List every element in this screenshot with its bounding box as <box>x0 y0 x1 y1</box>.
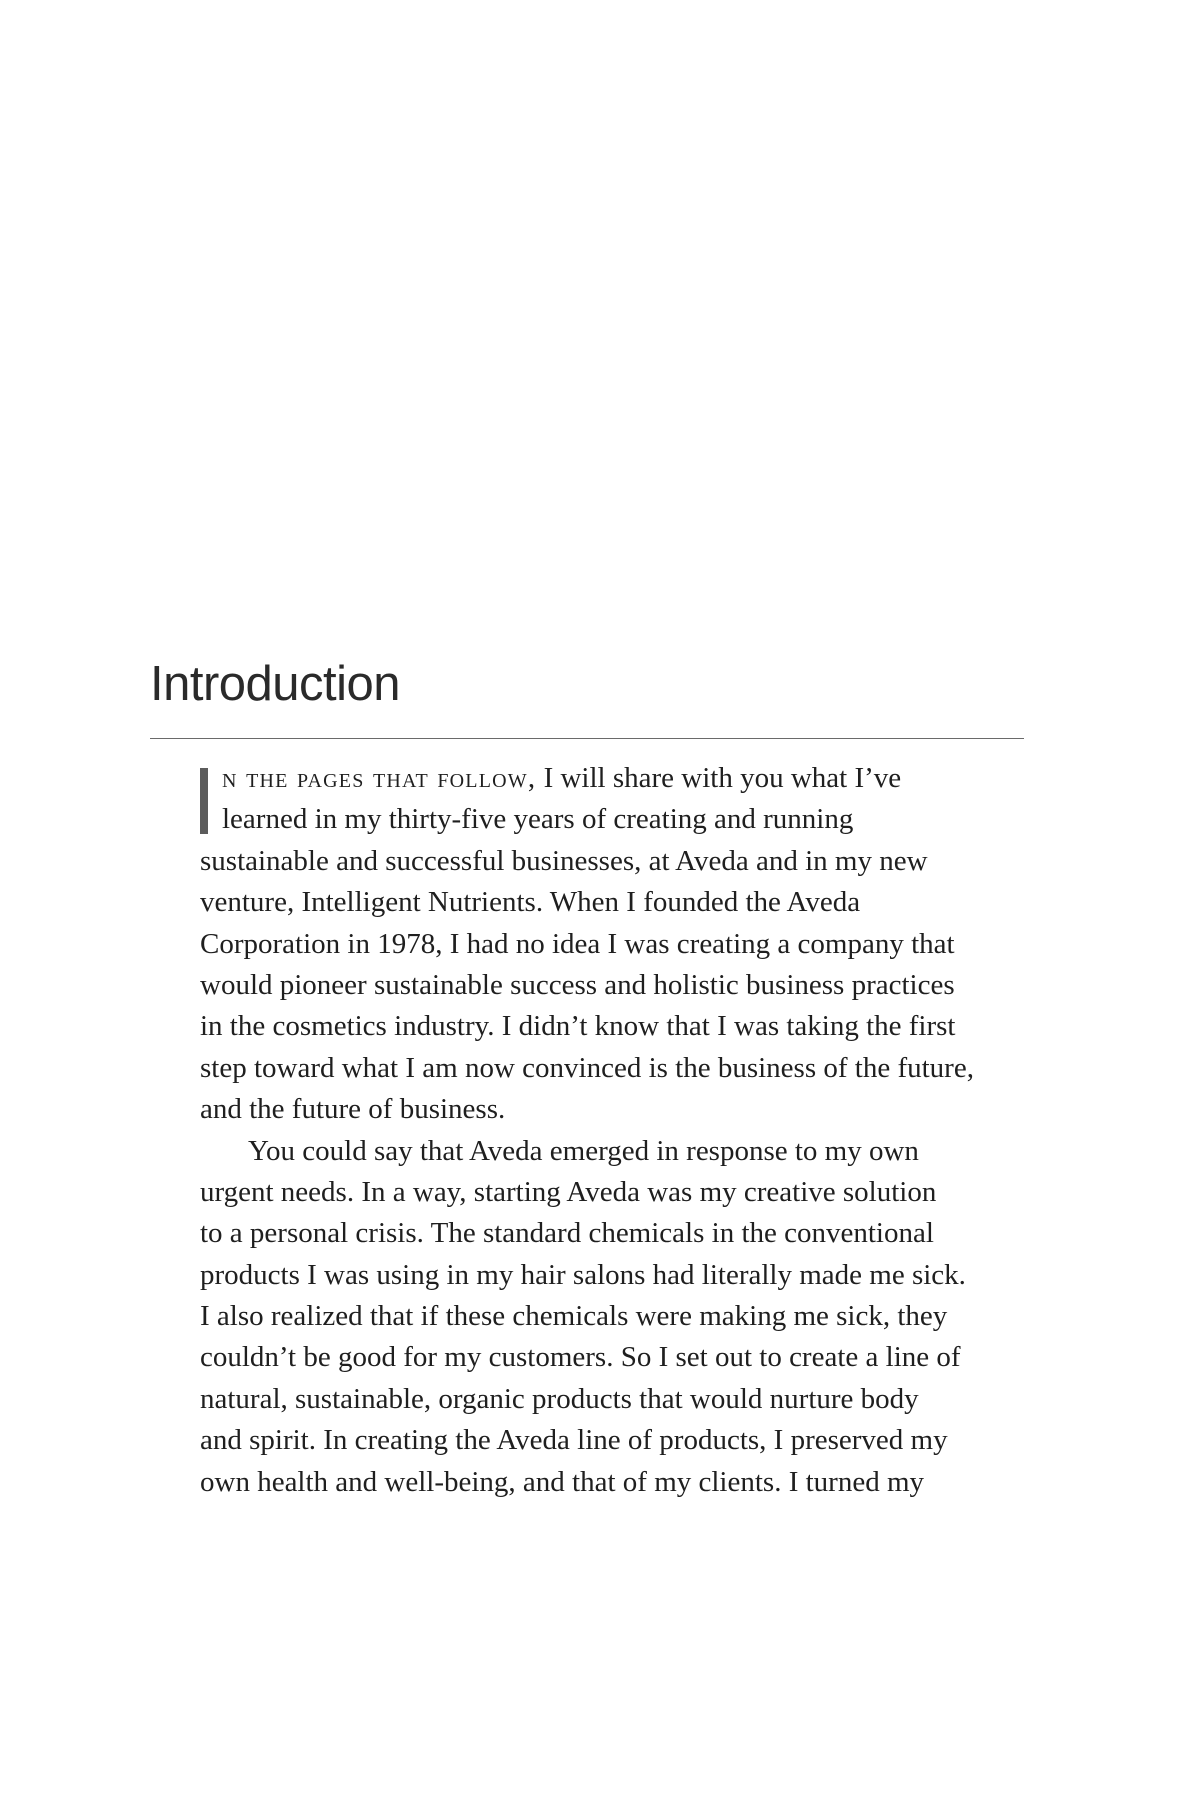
text-line: in the cosmetics industry. I didn’t know that I was taking the first <box>200 1010 956 1043</box>
body-text <box>200 758 1040 1503</box>
paragraph-1 <box>200 758 1040 841</box>
text-line <box>200 758 1040 799</box>
drop-cap-bar <box>200 768 208 834</box>
text-line: step toward what I am now convinced is the business of the future, <box>200 1051 974 1084</box>
text-line: and spirit. In creating the Aveda line of products, I preserved my <box>200 1424 948 1457</box>
text-line: couldn’t be good for my customers. So I set out to create a line of <box>200 1341 961 1374</box>
text-line: I also realized that if these chemicals were making me sick, they <box>200 1300 948 1333</box>
text-line: sustainable and successful businesses, at Aveda and in my new <box>200 844 928 877</box>
small-caps-lead: n the pages that follow, <box>222 762 537 794</box>
text-line: learned in my thirty-five years of creating and running <box>222 803 854 836</box>
text-line: You could say that Aveda emerged in response to my own <box>248 1134 919 1167</box>
text-line: products I was using in my hair salons had literally made me sick. <box>200 1258 966 1291</box>
text-line: venture, Intelligent Nutrients. When I founded the Aveda <box>200 886 861 919</box>
text-line: urgent needs. In a way, starting Aveda was my creative solution <box>200 1175 937 1208</box>
text-line: and the future of business. <box>200 1093 506 1126</box>
chapter-title: Introduction <box>150 657 401 711</box>
text-line: own health and well-being, and that of my clients. I turned my <box>200 1465 925 1498</box>
text-line: to a personal crisis. The standard chemicals in the conventional <box>200 1217 934 1250</box>
text-line-content: I will share with you what I’ve <box>536 762 902 794</box>
title-divider <box>150 738 1024 739</box>
text-line: would pioneer sustainable success and holistic business practices <box>200 968 955 1001</box>
text-line: Corporation in 1978, I had no idea I was creating a company that <box>200 927 955 960</box>
text-line: natural, sustainable, organic products that would nurture body <box>200 1382 919 1415</box>
